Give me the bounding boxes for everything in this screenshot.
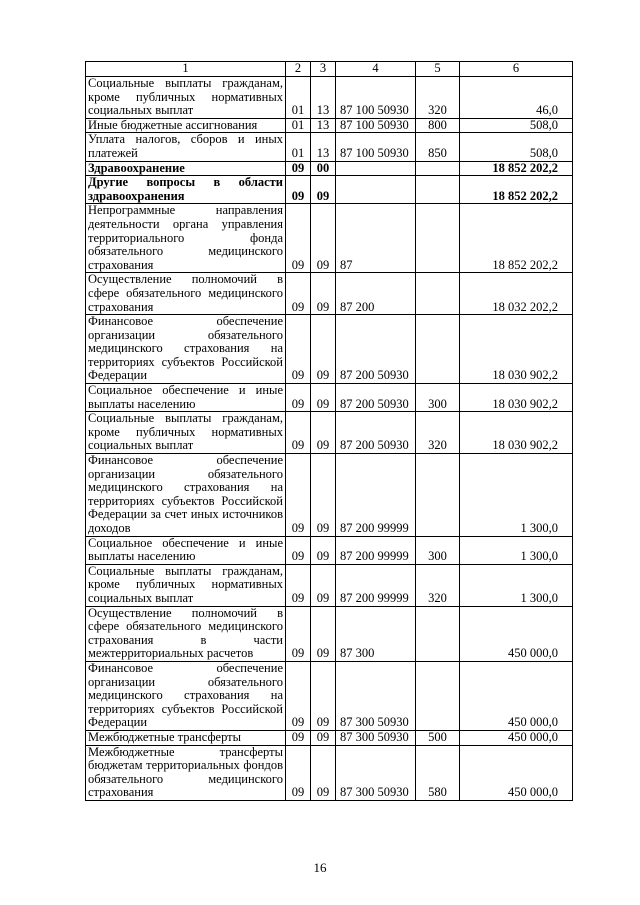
subsection-code-cell: 09 xyxy=(311,273,336,315)
subsection-code-cell: 09 xyxy=(311,176,336,204)
table-row xyxy=(86,412,573,454)
section-code-cell: 09 xyxy=(286,412,311,454)
target-article-cell: 87 300 50930 xyxy=(336,730,416,745)
expense-type-cell: 580 xyxy=(416,745,460,800)
expense-type-cell: 320 xyxy=(416,412,460,454)
section-code-cell: 01 xyxy=(286,77,311,119)
subsection-code-cell: 00 xyxy=(311,161,336,176)
expense-type-cell: 320 xyxy=(416,564,460,606)
item-name-cell: Осуществление полномочий в сфере обязательного медицинского страхования в части межтерриториальных расчетов xyxy=(86,606,286,661)
amount-cell: 18 030 902,2 xyxy=(460,384,573,412)
subsection-code-cell: 13 xyxy=(311,118,336,133)
item-name-cell: Финансовое обеспечение организации обязательного медицинского страхования на территориях субъектов Российской Федерации xyxy=(86,315,286,384)
amount-cell: 18 852 202,2 xyxy=(460,176,573,204)
expense-type-cell xyxy=(416,161,460,176)
item-name-cell: Финансовое обеспечение организации обязательного медицинского страхования на территориях субъектов Российской Федерации xyxy=(86,661,286,730)
expense-type-cell xyxy=(416,176,460,204)
section-code-cell: 09 xyxy=(286,204,311,273)
header-cell: 5 xyxy=(416,62,460,77)
target-article-cell: 87 xyxy=(336,204,416,273)
subsection-code-cell: 09 xyxy=(311,454,336,537)
subsection-code-cell: 09 xyxy=(311,661,336,730)
target-article-cell: 87 200 99999 xyxy=(336,564,416,606)
target-article-cell: 87 100 50930 xyxy=(336,77,416,119)
item-name-cell: Здравоохранение xyxy=(86,161,286,176)
table-row xyxy=(86,273,573,315)
item-name-cell: Социальные выплаты гражданам, кроме публичных нормативных социальных выплат xyxy=(86,412,286,454)
section-code-cell: 09 xyxy=(286,730,311,745)
item-name-cell: Уплата налогов, сборов и иных платежей xyxy=(86,133,286,161)
section-code-cell: 09 xyxy=(286,661,311,730)
table-row xyxy=(86,454,573,537)
target-article-cell: 87 200 xyxy=(336,273,416,315)
header-cell: 6 xyxy=(460,62,573,77)
amount-cell: 18 030 902,2 xyxy=(460,315,573,384)
table-row xyxy=(86,606,573,661)
header-cell: 2 xyxy=(286,62,311,77)
item-name-cell: Межбюджетные трансферты xyxy=(86,730,286,745)
amount-cell: 46,0 xyxy=(460,77,573,119)
table-row xyxy=(86,77,573,119)
target-article-cell: 87 100 50930 xyxy=(336,118,416,133)
expense-type-cell xyxy=(416,454,460,537)
target-article-cell: 87 200 50930 xyxy=(336,384,416,412)
target-article-cell: 87 100 50930 xyxy=(336,133,416,161)
item-name-cell: Иные бюджетные ассигнования xyxy=(86,118,286,133)
amount-cell: 1 300,0 xyxy=(460,536,573,564)
expense-type-cell: 300 xyxy=(416,536,460,564)
item-name-cell: Осуществление полномочий в сфере обязательного медицинского страхования xyxy=(86,273,286,315)
amount-cell: 18 852 202,2 xyxy=(460,161,573,176)
amount-cell: 18 852 202,2 xyxy=(460,204,573,273)
subsection-code-cell: 09 xyxy=(311,730,336,745)
section-code-cell: 09 xyxy=(286,606,311,661)
subsection-code-cell: 09 xyxy=(311,745,336,800)
table-row xyxy=(86,564,573,606)
expense-type-cell: 300 xyxy=(416,384,460,412)
target-article-cell: 87 200 99999 xyxy=(336,536,416,564)
subsection-code-cell: 09 xyxy=(311,564,336,606)
section-code-cell: 09 xyxy=(286,176,311,204)
table-row xyxy=(86,384,573,412)
table-row xyxy=(86,315,573,384)
amount-cell: 450 000,0 xyxy=(460,745,573,800)
subsection-code-cell: 09 xyxy=(311,606,336,661)
target-article-cell: 87 300 50930 xyxy=(336,745,416,800)
section-code-cell: 09 xyxy=(286,161,311,176)
expense-type-cell xyxy=(416,661,460,730)
subsection-code-cell: 09 xyxy=(311,384,336,412)
amount-cell: 508,0 xyxy=(460,118,573,133)
table-row xyxy=(86,536,573,564)
expense-type-cell xyxy=(416,204,460,273)
item-name-cell: Финансовое обеспечение организации обязательного медицинского страхования на территориях субъектов Российской Федерации за счет иных источников доходов xyxy=(86,454,286,537)
target-article-cell: 87 200 99999 xyxy=(336,454,416,537)
subsection-code-cell: 09 xyxy=(311,412,336,454)
section-code-cell: 09 xyxy=(286,273,311,315)
amount-cell: 1 300,0 xyxy=(460,564,573,606)
header-cell: 3 xyxy=(311,62,336,77)
subsection-code-cell: 09 xyxy=(311,204,336,273)
section-code-cell: 01 xyxy=(286,133,311,161)
target-article-cell xyxy=(336,176,416,204)
item-name-cell: Непрограммные направления деятельности органа управления территориального фонда обязательного медицинского страхования xyxy=(86,204,286,273)
table-row xyxy=(86,161,573,176)
section-code-cell: 09 xyxy=(286,536,311,564)
section-code-cell: 09 xyxy=(286,315,311,384)
subsection-code-cell: 13 xyxy=(311,133,336,161)
header-cell: 1 xyxy=(86,62,286,77)
item-name-cell: Социальное обеспечение и иные выплаты населению xyxy=(86,384,286,412)
header-cell: 4 xyxy=(336,62,416,77)
table-row xyxy=(86,118,573,133)
target-article-cell: 87 200 50930 xyxy=(336,412,416,454)
amount-cell: 18 030 902,2 xyxy=(460,412,573,454)
page-number: 16 xyxy=(313,860,327,875)
table-row xyxy=(86,133,573,161)
expense-type-cell: 320 xyxy=(416,77,460,119)
target-article-cell xyxy=(336,161,416,176)
section-code-cell: 09 xyxy=(286,384,311,412)
subsection-code-cell: 09 xyxy=(311,315,336,384)
expense-type-cell xyxy=(416,273,460,315)
target-article-cell: 87 200 50930 xyxy=(336,315,416,384)
amount-cell: 450 000,0 xyxy=(460,730,573,745)
expense-type-cell xyxy=(416,315,460,384)
table-row xyxy=(86,661,573,730)
expense-type-cell: 500 xyxy=(416,730,460,745)
table-row xyxy=(86,204,573,273)
section-code-cell: 09 xyxy=(286,745,311,800)
item-name-cell: Социальные выплаты гражданам, кроме публичных нормативных социальных выплат xyxy=(86,564,286,606)
subsection-code-cell: 09 xyxy=(311,536,336,564)
amount-cell: 18 032 202,2 xyxy=(460,273,573,315)
expense-type-cell xyxy=(416,606,460,661)
amount-cell: 450 000,0 xyxy=(460,606,573,661)
budget-table xyxy=(85,61,573,801)
item-name-cell: Социальное обеспечение и иные выплаты населению xyxy=(86,536,286,564)
section-code-cell: 09 xyxy=(286,564,311,606)
target-article-cell: 87 300 xyxy=(336,606,416,661)
amount-cell: 450 000,0 xyxy=(460,661,573,730)
expense-type-cell: 850 xyxy=(416,133,460,161)
table-row xyxy=(86,730,573,745)
section-code-cell: 01 xyxy=(286,118,311,133)
item-name-cell: Другие вопросы в области здравоохранения xyxy=(86,176,286,204)
item-name-cell: Межбюджетные трансферты бюджетам территориальных фондов обязательного медицинского страхования xyxy=(86,745,286,800)
item-name-cell: Социальные выплаты гражданам, кроме публичных нормативных социальных выплат xyxy=(86,77,286,119)
subsection-code-cell: 13 xyxy=(311,77,336,119)
section-code-cell: 09 xyxy=(286,454,311,537)
amount-cell: 508,0 xyxy=(460,133,573,161)
header-row xyxy=(86,62,573,77)
table-row xyxy=(86,745,573,800)
table-row xyxy=(86,176,573,204)
target-article-cell: 87 300 50930 xyxy=(336,661,416,730)
amount-cell: 1 300,0 xyxy=(460,454,573,537)
expense-type-cell: 800 xyxy=(416,118,460,133)
